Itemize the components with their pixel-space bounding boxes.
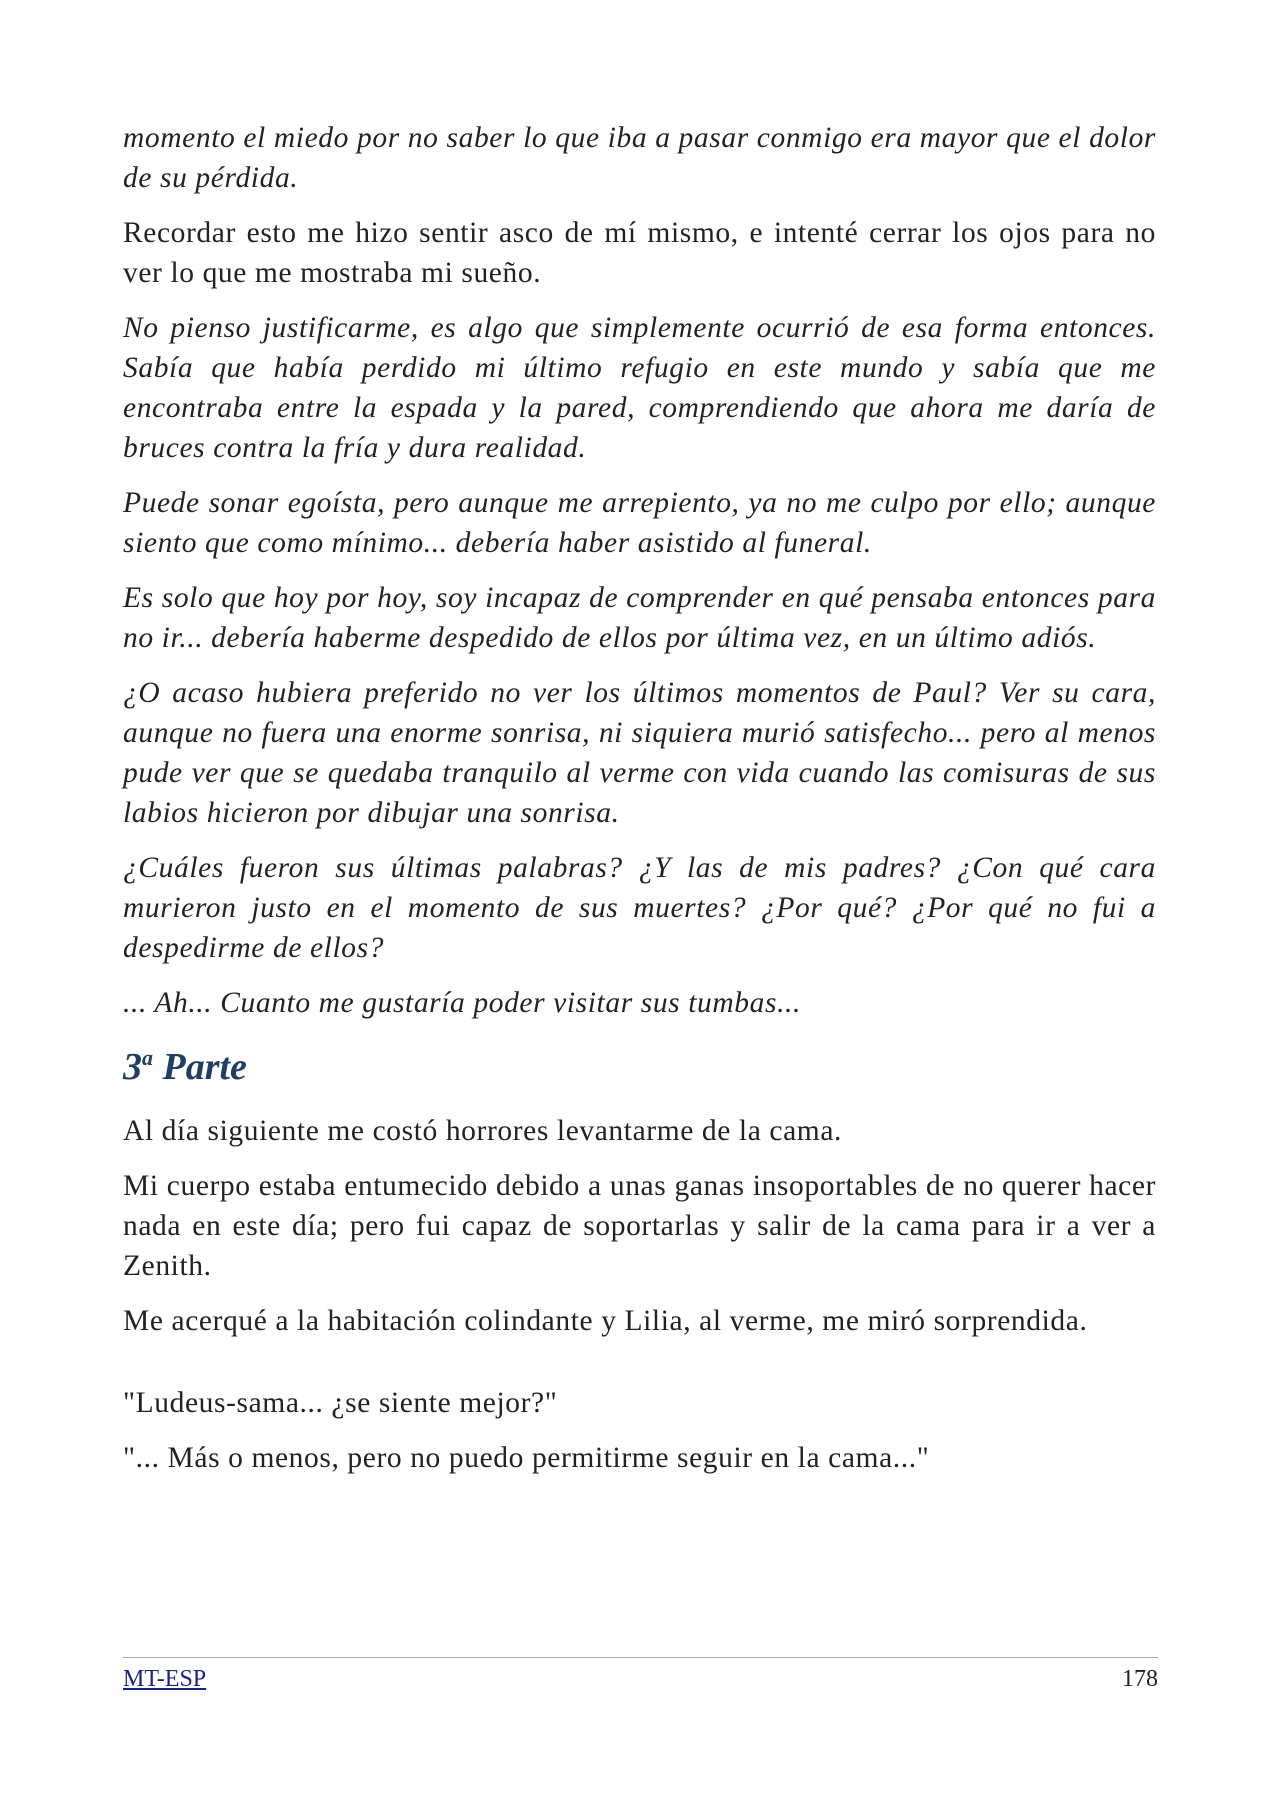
page-content bbox=[123, 118, 1156, 1493]
section-heading bbox=[123, 1043, 1156, 1091]
paragraph: ¿O acaso hubiera preferido no ver los últimos momentos de Paul? Ver su cara, aunque no fuera una enorme sonrisa, ni siquiera murió satisfecho... pero al menos pude ver que se quedaba tranquilo al verme con vida cuando las comisuras de sus labios hicieron por dibujar una sonrisa. bbox=[123, 677, 1156, 829]
paragraph: ¿Cuáles fueron sus últimas palabras? ¿Y las de mis padres? ¿Con qué cara murieron justo en el momento de sus muertes? ¿Por qué? ¿Por qué no fui a despedirme de ellos? bbox=[123, 852, 1156, 964]
paragraph: No pienso justificarme, es algo que simplemente ocurrió de esa forma entonces. Sabía que había perdido mi último refugio en este mundo y sabía que me encontraba entre la espada y la pared, comprendiendo que ahora me daría de bruces contra la fría y dura realidad. bbox=[123, 312, 1156, 464]
heading-title: Parte bbox=[162, 1046, 247, 1088]
paragraph: ... Ah... Cuanto me gustaría poder visitar sus tumbas... bbox=[123, 987, 801, 1019]
paragraph: Mi cuerpo estaba entumecido debido a unas ganas insoportables de no querer hacer nada en este día; pero fui capaz de soportarlas y salir de la cama para ir a ver a Zenith. bbox=[123, 1170, 1156, 1282]
footer-label: MT-ESP bbox=[123, 1666, 207, 1692]
paragraph: Puede sonar egoísta, pero aunque me arrepiento, ya no me culpo por ello; aunque siento que como mínimo... debería haber asistido al funeral. bbox=[123, 487, 1156, 559]
paragraph: Me acerqué a la habitación colindante y Lilia, al verme, me miró sorprendida. bbox=[123, 1305, 1088, 1337]
paragraph: Es solo que hoy por hoy, soy incapaz de comprender en qué pensaba entonces para no ir... debería haberme despedido de ellos por última vez, en un último adiós. bbox=[123, 582, 1156, 654]
heading-ordinal: a bbox=[142, 1045, 153, 1070]
page-number: 178 bbox=[1122, 1666, 1158, 1692]
paragraph: Recordar esto me hizo sentir asco de mí mismo, e intenté cerrar los ojos para no ver lo que me mostraba mi sueño. bbox=[123, 217, 1156, 289]
dialogue-line: "Ludeus-sama... ¿se siente mejor?" bbox=[123, 1387, 558, 1419]
heading-number: 3 bbox=[123, 1046, 142, 1088]
page-footer bbox=[123, 1657, 1158, 1694]
dialogue-line: "... Más o menos, pero no puedo permitirme seguir en la cama..." bbox=[123, 1442, 930, 1474]
paragraph: Al día siguiente me costó horrores levantarme de la cama. bbox=[123, 1115, 842, 1147]
paragraph: momento el miedo por no saber lo que iba a pasar conmigo era mayor que el dolor de su pérdida. bbox=[123, 122, 1156, 194]
